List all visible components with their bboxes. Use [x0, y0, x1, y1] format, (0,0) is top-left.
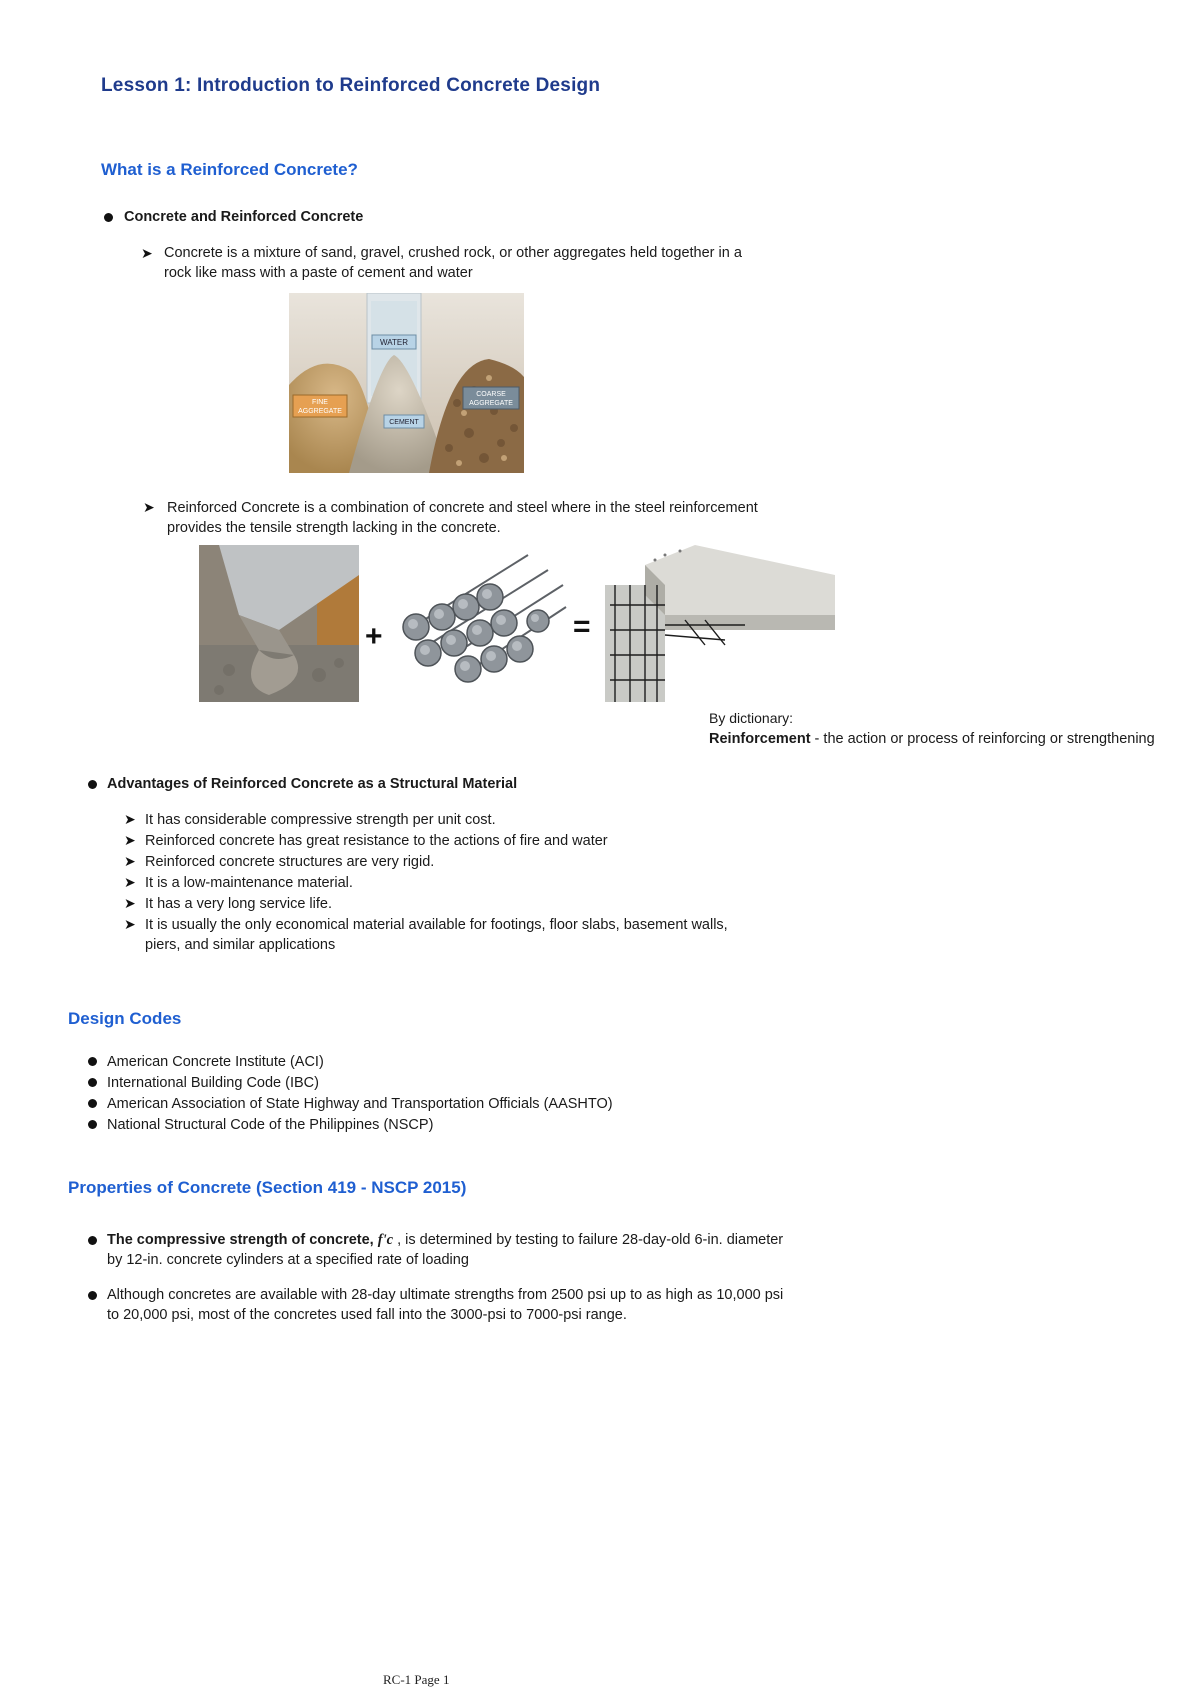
fine-aggregate-label [293, 395, 347, 417]
fc-symbol: f'c [377, 1232, 394, 1248]
bullet-dot [88, 1099, 97, 1108]
arrow-bullet-icon: ➤ [124, 832, 136, 848]
fine-label-line2: AGGREGATE [298, 408, 342, 415]
arrow-bullet-icon: ➤ [124, 811, 136, 827]
design-code-item: International Building Code (IBC) [107, 1075, 319, 1091]
dictionary-label: By dictionary: [709, 710, 794, 726]
page-footer: RC-1 Page 1 [383, 1672, 450, 1687]
coarse-label-line1: COARSE [476, 391, 506, 398]
rc-definition-line1: Reinforced Concrete is a combination of concrete and steel where in the steel reinforcement [167, 500, 758, 516]
bullet-concrete-and-rc: Concrete and Reinforced Concrete [124, 209, 364, 225]
concrete-definition-line1: Concrete is a mixture of sand, gravel, crushed rock, or other aggregates held together in a [164, 245, 742, 261]
reinforced-slab-image [605, 545, 835, 702]
advantage-item-continued: piers, and similar applications [145, 937, 336, 953]
equals-sign: = [573, 610, 591, 643]
section-heading-design-codes: Design Codes [68, 1009, 182, 1028]
arrow-bullet-icon: ➤ [143, 499, 155, 515]
fine-label-line1: FINE [312, 399, 328, 406]
design-code-item: National Structural Code of the Philippines (NSCP) [107, 1117, 434, 1133]
bullet-dot [88, 780, 97, 789]
bullet-dot [88, 1291, 97, 1300]
pouring-concrete-image [199, 545, 359, 702]
compressive-strength-line2: by 12-in. concrete cylinders at a specified rate of loading [107, 1252, 469, 1268]
section-heading-properties: Properties of Concrete (Section 419 - NSCP 2015) [68, 1178, 467, 1197]
advantage-item: It is usually the only economical material available for footings, floor slabs, basement walls, [145, 917, 728, 933]
bullet-dot [104, 213, 113, 222]
arrow-bullet-icon: ➤ [124, 916, 136, 932]
dictionary-definition: - the action or process of reinforcing or strengthening [810, 731, 1155, 747]
water-label [372, 335, 416, 349]
bullet-dot [88, 1078, 97, 1087]
coarse-label-line2: AGGREGATE [469, 400, 513, 407]
dictionary-entry [709, 729, 1155, 749]
page-title: Lesson 1: Introduction to Reinforced Concrete Design [101, 75, 601, 96]
arrow-bullet-icon: ➤ [124, 895, 136, 911]
arrow-bullet-icon: ➤ [124, 853, 136, 869]
advantage-item: Reinforced concrete has great resistance to the actions of fire and water [145, 833, 608, 849]
bullet-dot [88, 1120, 97, 1129]
bullet-dot [88, 1236, 97, 1245]
rc-definition-line2: provides the tensile strength lacking in the concrete. [167, 520, 501, 536]
bullet-dot [88, 1057, 97, 1066]
arrow-bullet-icon: ➤ [141, 245, 153, 261]
plus-sign: + [365, 620, 383, 653]
section-heading-reinforced-concrete: What is a Reinforced Concrete? [101, 160, 358, 179]
concrete-ingredients-image [289, 293, 524, 473]
compressive-strength-line1 [107, 1230, 783, 1250]
compressive-strength-term: The compressive strength of concrete, [107, 1232, 378, 1248]
concrete-definition-line2: rock like mass with a paste of cement and water [164, 265, 473, 281]
arrow-bullet-icon: ➤ [124, 874, 136, 890]
water-label-text: WATER [380, 338, 408, 347]
advantage-item: It has a very long service life. [145, 896, 332, 912]
compressive-strength-text: , is determined by testing to failure 28-day-old 6-in. diameter [393, 1232, 784, 1248]
coarse-aggregate-label [463, 387, 519, 409]
advantage-item: It is a low-maintenance material. [145, 875, 353, 891]
cement-label-text: CEMENT [389, 419, 419, 426]
design-code-item: American Concrete Institute (ACI) [107, 1054, 324, 1070]
design-code-item: American Association of State Highway and Transportation Officials (AASHTO) [107, 1096, 613, 1112]
strength-range-line1: Although concretes are available with 28-day ultimate strengths from 2500 psi up to as high as 10,000 psi [107, 1287, 784, 1303]
advantage-item: Reinforced concrete structures are very rigid. [145, 854, 435, 870]
strength-range-line2: to 20,000 psi, most of the concretes used fall into the 3000-psi to 7000-psi range. [107, 1307, 627, 1323]
dictionary-term: Reinforcement [709, 731, 811, 747]
cement-label [384, 415, 424, 428]
advantages-heading: Advantages of Reinforced Concrete as a Structural Material [107, 776, 518, 792]
steel-rebars-image [398, 545, 570, 687]
advantage-item: It has considerable compressive strength per unit cost. [145, 812, 496, 828]
